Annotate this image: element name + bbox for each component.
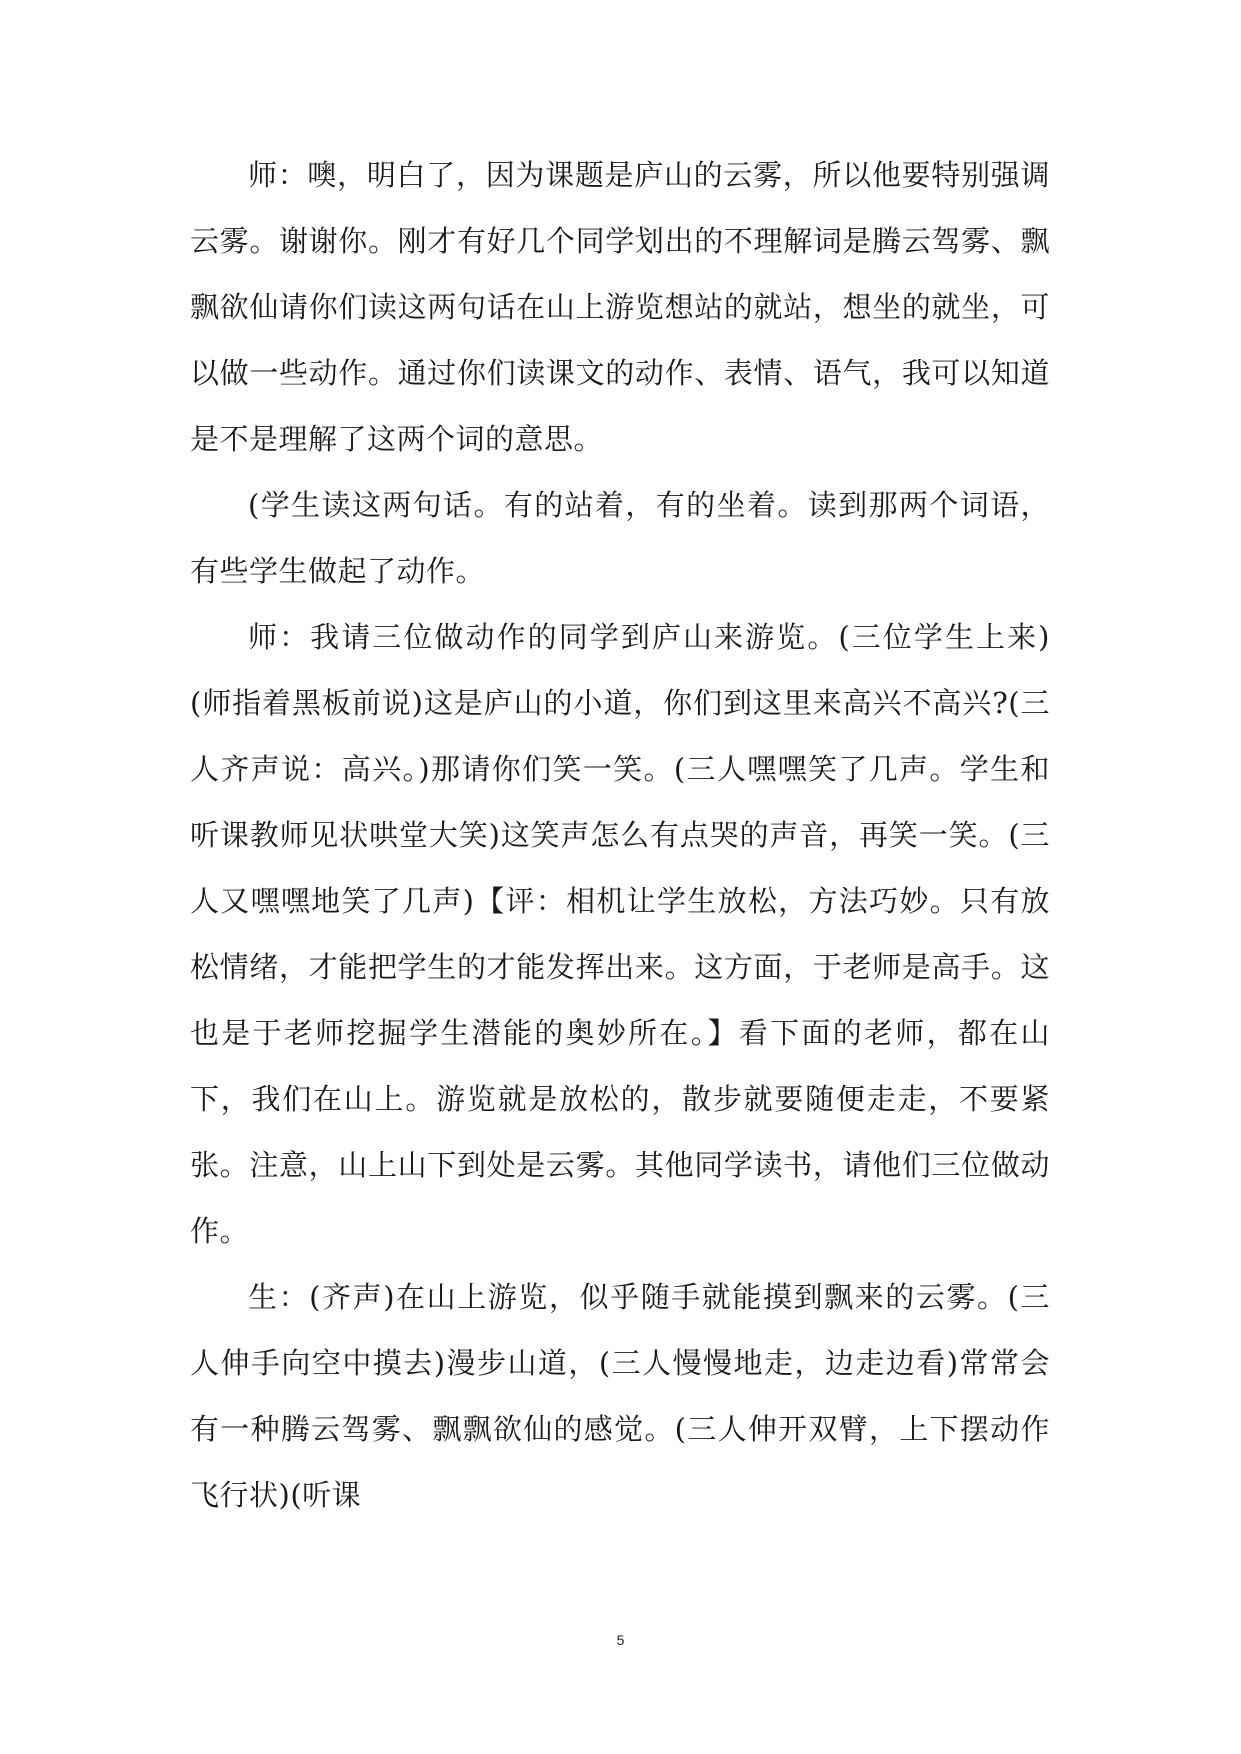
body-text: [190, 142, 1050, 1528]
page-number: 5: [616, 1632, 625, 1648]
paragraph-2: (学生读这两句话。有的站着，有的坐着。读到那两个词语，有些学生做起了动作。: [190, 488, 1050, 588]
paragraph-3: 师：我请三位做动作的同学到庐山来游览。(三位学生上来)(师指着黑板前说)这是庐山的小道，你们到这里来高兴不高兴?(三人齐声说：高兴。)那请你们笑一笑。(三人嘿嘿笑了几声。学生和听课教师见状哄堂大笑)这笑声怎么有点哭的声音，再笑一笑。(三人又嘿嘿地笑了几声)【评：相机让学生放松，方法巧妙。只有放松情绪，才能把学生的才能发挥出来。这方面，于老师是高手。这也是于老师挖掘学生潜能的奥妙所在。】看下面的老师，都在山下，我们在山上。游览就是放松的，散步就要随便走走，不要紧张。注意，山上山下到处是云雾。其他同学读书，请他们三位做动作。: [190, 620, 1050, 1248]
paragraph-4: 生：(齐声)在山上游览，似乎随手就能摸到飘来的云雾。(三人伸手向空中摸去)漫步山道，(三人慢慢地走，边走边看)常常会有一种腾云驾雾、飘飘欲仙的感觉。(三人伸开双臂，上下摆动作飞行状)(听课: [190, 1280, 1050, 1512]
paragraph-1: 师：噢，明白了，因为课题是庐山的云雾，所以他要特别强调云雾。谢谢你。刚才有好几个同学划出的不理解词是腾云驾雾、飘飘欲仙请你们读这两句话在山上游览想站的就站，想坐的就坐，可以做一些动作。通过你们读课文的动作、表情、语气，我可以知道是不是理解了这两个词的意思。: [190, 158, 1050, 456]
